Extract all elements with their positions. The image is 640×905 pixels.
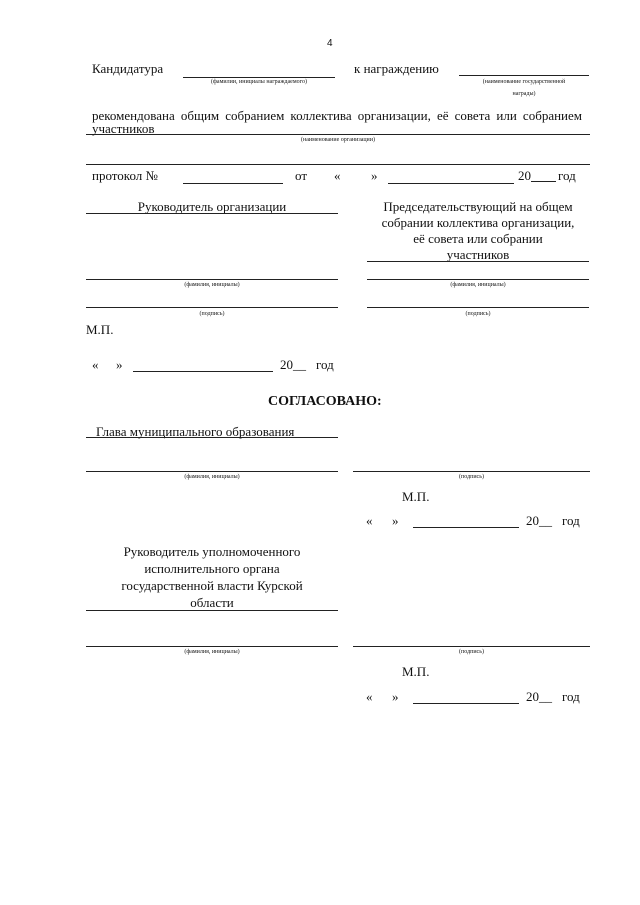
chair-title-line-2: собрании коллектива организации, — [381, 215, 575, 230]
municipal-name-line — [86, 471, 338, 472]
authority-title-line — [86, 610, 338, 611]
date1-year: 20__ — [280, 357, 306, 372]
protocol-month-line — [388, 183, 514, 184]
org-caption: (наименование организации) — [301, 137, 375, 143]
municipal-date-month-line — [413, 527, 519, 528]
authority-sign-caption: (подпись) — [459, 649, 484, 655]
protocol-year-prefix: 20 — [518, 168, 531, 183]
municipal-sign-caption: (подпись) — [459, 474, 484, 480]
municipal-date-year: 20__ — [526, 513, 552, 528]
nominee-line — [183, 77, 335, 78]
municipal-title: Глава муниципального образования — [96, 424, 295, 439]
chair-title-line — [367, 261, 589, 262]
municipal-date-quote-open: « — [366, 513, 373, 528]
authority-title-line-4: области — [190, 595, 234, 610]
municipal-sign-line — [353, 471, 590, 472]
municipal-date-suffix: год — [562, 513, 580, 528]
head-org-sign-line — [86, 307, 338, 308]
nominee-caption: (фамилии, инициалы награждаемого) — [211, 79, 307, 85]
head-org-title-line — [86, 213, 338, 214]
chair-name-caption: (фамилия, инициалы) — [450, 282, 506, 288]
award-line — [459, 75, 589, 76]
authority-title-line-2: исполнительного органа — [144, 561, 280, 576]
chair-name-line — [367, 279, 589, 280]
award-caption-1: (наименование государственной — [482, 79, 566, 85]
protocol-number-line — [183, 183, 283, 184]
authority-title-line-1: Руководитель уполномоченного — [123, 544, 301, 559]
candidacy-label: Кандидатура — [92, 61, 164, 76]
municipal-name-caption: (фамилия, инициалы) — [184, 474, 240, 480]
municipal-title-line — [86, 437, 338, 438]
protocol-year-suffix: год — [558, 168, 576, 183]
authority-sign-line — [353, 646, 590, 647]
head-org-name-caption: (фамилия, инициалы) — [184, 282, 240, 288]
protocol-year-line — [531, 181, 556, 182]
authority-name-caption: (фамилия, инициалы) — [184, 649, 240, 655]
page-number: 4 — [327, 38, 333, 49]
chair-title-line-4: участников — [446, 247, 510, 262]
stamp-1: М.П. — [86, 322, 114, 337]
recommended-line-1: рекомендована общим собранием коллектива организации, её совета или собранием — [92, 108, 582, 123]
date1-month-line — [133, 371, 273, 372]
municipal-date-quote-close: » — [392, 513, 399, 528]
chair-title-line-1: Председательствующий на общем — [383, 199, 573, 214]
date1-quote-open: « — [92, 357, 99, 372]
approved-heading: СОГЛАСОВАНО: — [268, 394, 382, 409]
protocol-from: от — [295, 168, 308, 183]
municipal-stamp: М.П. — [402, 489, 430, 504]
authority-date-quote-close: » — [392, 689, 399, 704]
chair-title-line-3: её совета или собрании — [413, 231, 543, 246]
recommended-line-2: участников — [92, 121, 155, 136]
date1-quote-close: » — [116, 357, 123, 372]
org-line — [86, 134, 590, 135]
head-org-name-line — [86, 279, 338, 280]
authority-date-year: 20__ — [526, 689, 552, 704]
authority-date-quote-open: « — [366, 689, 373, 704]
org-line-2 — [86, 164, 590, 165]
authority-date-month-line — [413, 703, 519, 704]
award-caption-2: награды) — [512, 91, 536, 97]
authority-stamp: М.П. — [402, 664, 430, 679]
authority-name-line — [86, 646, 338, 647]
head-org-sign-caption: (подпись) — [199, 311, 225, 317]
protocol-quote-open: « — [334, 168, 341, 183]
chair-sign-caption: (подпись) — [465, 311, 491, 317]
protocol-label: протокол № — [92, 168, 158, 183]
authority-title-line-3: государственной власти Курской — [121, 578, 303, 593]
chair-sign-line — [367, 307, 589, 308]
authority-date-suffix: год — [562, 689, 580, 704]
date1-suffix: год — [316, 357, 334, 372]
protocol-quote-close: » — [371, 168, 378, 183]
award-label: к награждению — [354, 61, 439, 76]
head-org-title: Руководитель организации — [137, 199, 287, 214]
